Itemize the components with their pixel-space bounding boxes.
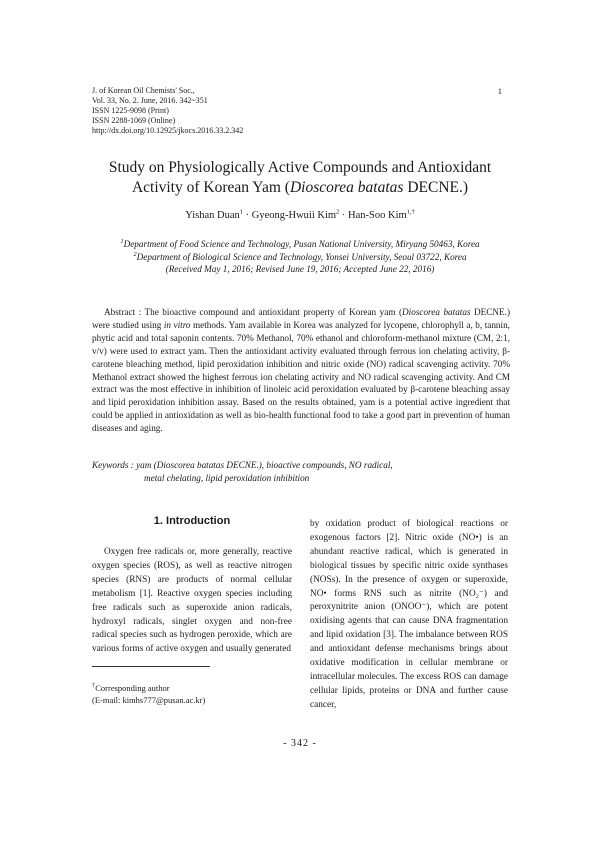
title-line-2 <box>60 178 540 198</box>
footnote-text: Corresponding author <box>95 683 170 693</box>
abstract <box>92 306 510 435</box>
author-separator: · <box>243 210 252 221</box>
footnote <box>92 682 205 706</box>
abstract-in-vitro: in vitro <box>163 319 191 330</box>
title-species: Dioscorea batatas <box>289 179 404 196</box>
received-dates: (Received May 1, 2016; Revised June 19, 2016; Accepted June 22, 2016) <box>165 264 435 274</box>
abstract-label: Abstract <box>104 307 136 317</box>
doi-link[interactable]: http://dx.doi.org/10.12925/jkocs.2016.33.2.342 <box>92 126 244 135</box>
intro-paragraph-continued: by oxidation product of biological reactions or exogenous factors [2]. Nitric oxide (NO•) is an abundant reactive radical, which is generated in biological tissues by specific nitric oxide synthases (NOSs). In the presence of oxygen or superoxide, NO• forms RNS such as nitrite (NO₂⁻) and peroxynitrite anion (ONOO⁻), which are potent oxidising agents that can cause DNA fragmentation and lipid oxidation [3]. The imbalance between ROS and antioxidant defense mechanisms brings about oxidative modification in cellular membrane or intracellular molecules. The excess ROS can damage cellular lipids, proteins or DNA and further cause cancer, <box>310 519 508 710</box>
journal-line: ISSN 2288-1069 (Online) <box>92 116 176 125</box>
keywords-label: Keywords <box>92 460 129 470</box>
footnote-line-1 <box>92 682 205 694</box>
affiliation-2-sup: 2 <box>133 250 137 258</box>
abstract-text: The bioactive compound and antioxidant property of Korean yam ( <box>144 307 403 317</box>
keywords-sep: : <box>128 460 137 470</box>
abstract-text: methods. Yam available in Korea was analyzed for lycopene, chlorophyll a, b, tannin, phytic acid and total saponin contents. 70% Methanol, 70% ethanol and chloroform-methanol mixture (CM, 2:1, v/v) were used to extract yam. Then the antioxidant activity evaluated through ferrous ion chelating activity, β-carotene bleaching method, lipid peroxidation inhibition and nitric oxide (NO) radical scavenging activity. 70% Methanol extract showed the highest ferrous ion chelating activity and NO radical scavenging activity. And CM extract was the most effective in inhibition of linoleic acid peroxidation evaluated by β-carotene bleaching assay and lipid peroxidation inhibition assay. Based on the results obtained, yam is a potential active ingredient that could be applied in antioxidation as well as bio-health functional food to take a good part in prevention of human diseases and aging. <box>92 319 510 434</box>
affiliation-1 <box>60 238 540 251</box>
author-list <box>60 210 540 221</box>
author-1-sup: 1 <box>239 208 243 216</box>
title-text: Activity of Korean Yam ( <box>131 179 290 196</box>
page-footer-number: - 342 - <box>283 738 317 749</box>
author-separator: · <box>339 210 349 221</box>
affiliations <box>60 238 540 276</box>
affiliation-2-text: Department of Biological Science and Technology, Yonsei University, Seoul 03722, Korea <box>136 251 467 262</box>
journal-line: J. of Korean Oil Chemists' Soc., <box>92 86 195 95</box>
page-number: 1 <box>497 86 502 96</box>
title-line-1: Study on Physiologically Active Compounds and Antioxidant <box>108 159 492 176</box>
keywords-line-1: yam (Dioscorea batatas DECNE.), bioactive compounds, NO radical, <box>136 460 393 470</box>
paper-title <box>60 158 540 198</box>
title-text-end: DECNE.) <box>403 179 469 196</box>
author-2-sup: 2 <box>336 208 340 216</box>
author-3-sup: 1,† <box>406 208 415 216</box>
intro-left-column <box>92 546 292 657</box>
author-1: Yishan Duan <box>185 210 240 221</box>
abstract-species: Dioscorea batatas <box>402 307 471 317</box>
journal-header <box>92 86 243 136</box>
journal-line: Vol. 33, No. 2. June, 2016. 342~351 <box>92 96 208 105</box>
intro-right-column <box>310 518 508 713</box>
affiliation-1-sup: 1 <box>120 237 124 245</box>
abstract-text: DECNE.) were studied using <box>92 307 511 330</box>
abstract-sep: : <box>135 307 145 317</box>
author-2: Gyeong-Hwuii Kim <box>251 210 337 221</box>
footnote-email: (E-mail: kimhs777@pusan.ac.kr) <box>92 695 206 705</box>
footnote-divider <box>92 666 210 667</box>
affiliation-2 <box>60 251 540 264</box>
author-3: Han-Soo Kim <box>348 210 407 221</box>
keywords-line-2: metal chelating, lipid peroxidation inhibition <box>144 473 310 483</box>
affiliation-1-text: Department of Food Science and Technology, Pusan National University, Miryang 50463, Korea <box>123 239 480 249</box>
section-heading: 1. Introduction <box>153 515 231 527</box>
journal-line: ISSN 1225-9098 (Print) <box>92 106 169 115</box>
keywords <box>92 459 393 485</box>
intro-paragraph: Oxygen free radicals or, more generally, reactive oxygen species (ROS), as well as reactive nitrogen species (RNS) are products of normal cellular metabolism [1]. Reactive oxygen species including free radicals such as superoxide anion radicals, hydroxyl radicals, singlet oxygen and non-free radical species such as hydrogen peroxide, which are various forms of active oxygen and usually generated <box>92 547 292 655</box>
footnote-mark: † <box>92 682 96 690</box>
